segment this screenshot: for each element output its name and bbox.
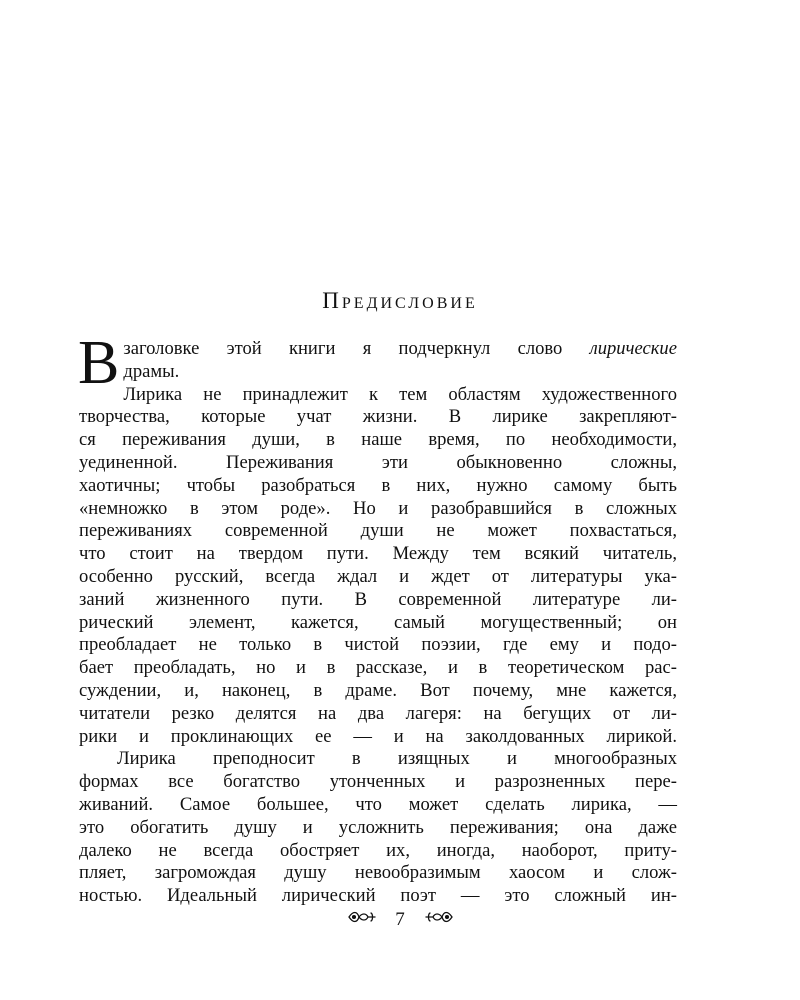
text-run: живаний. Самое большее, что может сделать лирика, — (79, 793, 677, 815)
text-line (79, 885, 677, 908)
text-line (79, 475, 677, 498)
text-run: формах все богатство утонченных и разрозненных пере- (79, 771, 677, 793)
text-line (79, 771, 677, 794)
text-line (79, 862, 677, 885)
text-line (79, 406, 677, 429)
page-number: 7 (395, 909, 405, 930)
text-run: уединенной. Переживания эти обыкновенно сложны, (79, 451, 677, 473)
text-run: драмы. (123, 360, 180, 382)
text-run: хаотичны; чтобы разобраться в них, нужно самому быть (79, 474, 677, 496)
text-line (79, 384, 677, 407)
text-run: Лирика преподносит в изящных и многообразных (117, 748, 677, 770)
text-line (79, 498, 677, 521)
text-run: рики и проклинающих ее — и на заколдованных лирикой. (79, 725, 677, 747)
text-line (79, 589, 677, 612)
text-run: заний жизненного пути. В современной литературе ли- (79, 588, 677, 610)
floral-ornament-icon (424, 908, 454, 932)
text-run: творчества, которые учат жизни. В лирике закрепляют- (79, 406, 677, 428)
floral-ornament-icon (347, 908, 377, 932)
drop-cap: В (78, 329, 120, 397)
text-run: ся переживания души, в наше время, по необходимости, (79, 429, 677, 451)
text-line (79, 452, 677, 475)
text-run: заголовке этой книги я подчеркнул слово (123, 338, 590, 359)
text-line (79, 748, 677, 771)
text-line (79, 657, 677, 680)
text-line (79, 566, 677, 589)
text-line (79, 817, 677, 840)
text-run: пляет, загромождая душу невообразимым хаосом и слож- (79, 862, 677, 884)
text-run: суждении, и, наконец, в драме. Вот почему, мне кажется, (79, 679, 677, 701)
text-run: особенно русский, всегда ждал и ждет от литературы ука- (79, 565, 677, 587)
text-line (79, 680, 677, 703)
page-footer (0, 908, 800, 932)
text-run: читатели резко делятся на два лагеря: на бегущих от ли- (79, 702, 677, 724)
text-line (79, 612, 677, 635)
text-line (79, 361, 677, 384)
text-run: что стоит на твердом пути. Между тем всякий читатель, (79, 543, 677, 565)
text-line (79, 543, 677, 566)
text-line (79, 634, 677, 657)
text-run: это обогатить душу и усложнить переживания; она даже (79, 816, 677, 838)
text-line (79, 726, 677, 749)
text-run: ностью. Идеальный лирический поэт — это сложный ин- (79, 885, 677, 907)
text-run: Лирика не принадлежит к тем областям художественного (123, 383, 677, 405)
text-run: переживаниях современной души не может похвастаться, (79, 520, 677, 542)
text-line (79, 703, 677, 726)
text-run: рический элемент, кажется, самый могущественный; он (79, 611, 677, 633)
text-line (79, 794, 677, 817)
italic-word: лирические (589, 338, 677, 359)
text-run: преобладает не только в чистой поэзии, где ему и подо- (79, 634, 677, 656)
chapter-title: Предисловие (322, 288, 478, 313)
body-text (78, 329, 677, 908)
text-line (79, 520, 677, 543)
text-run: «немножко в этом роде». Но и разобравшийся в сложных (79, 497, 677, 519)
text-line (79, 429, 677, 452)
text-line (79, 840, 677, 863)
text-run: далеко не всегда обостряет их, иногда, наоборот, приту- (79, 839, 677, 861)
text-run: бает преобладать, но и в рассказе, и в теоретическом рас- (79, 657, 677, 679)
